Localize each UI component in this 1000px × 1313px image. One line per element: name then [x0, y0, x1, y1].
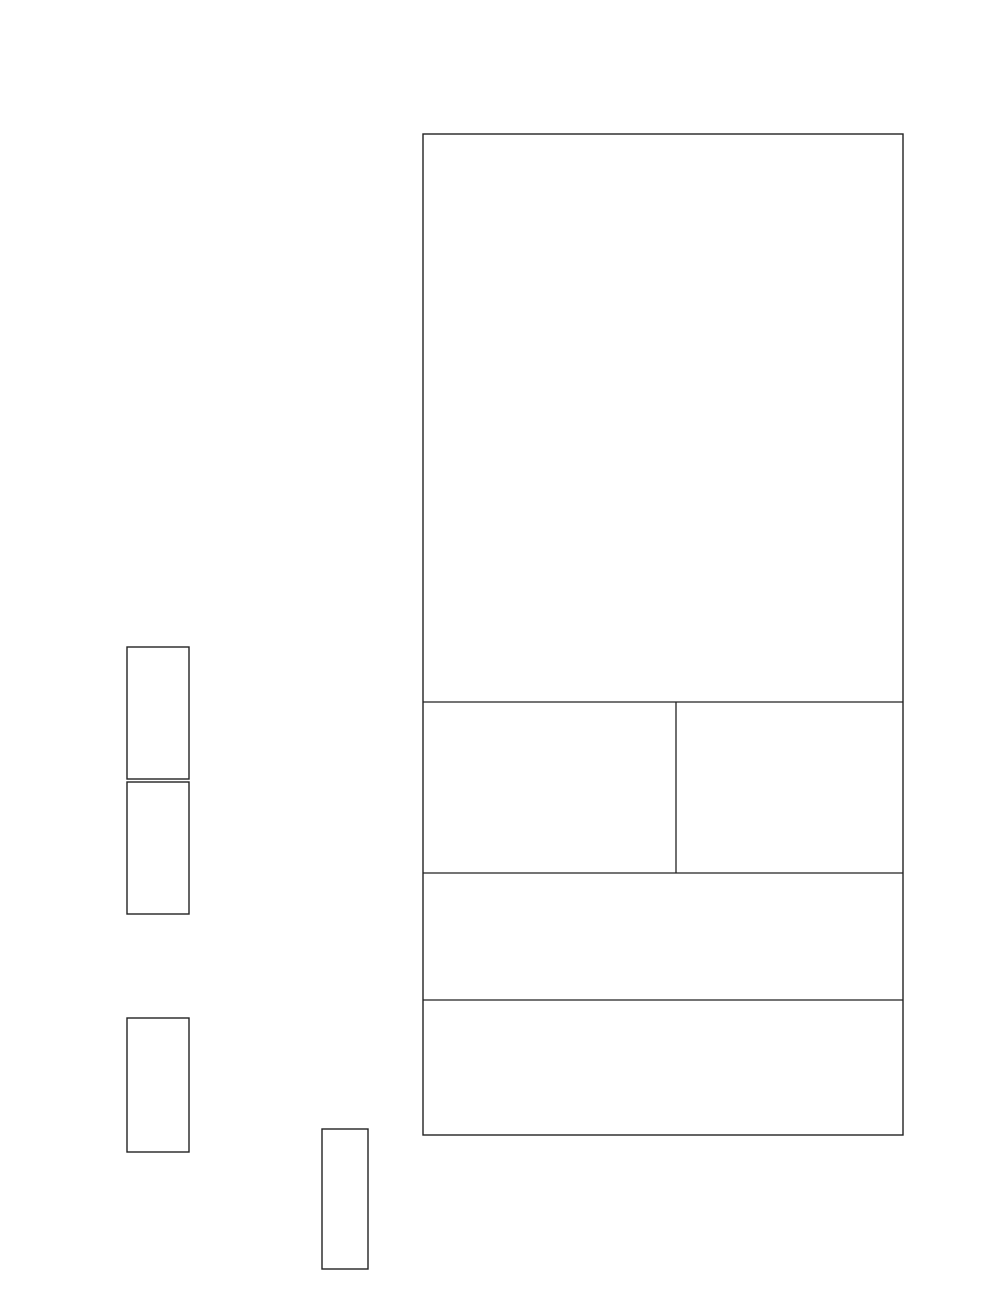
shunt-power-box	[127, 647, 189, 779]
start-power-box	[127, 1018, 189, 1152]
uv-power-box	[127, 782, 189, 914]
breaker-outline	[423, 134, 903, 1135]
terminal-header-box	[322, 1129, 368, 1269]
